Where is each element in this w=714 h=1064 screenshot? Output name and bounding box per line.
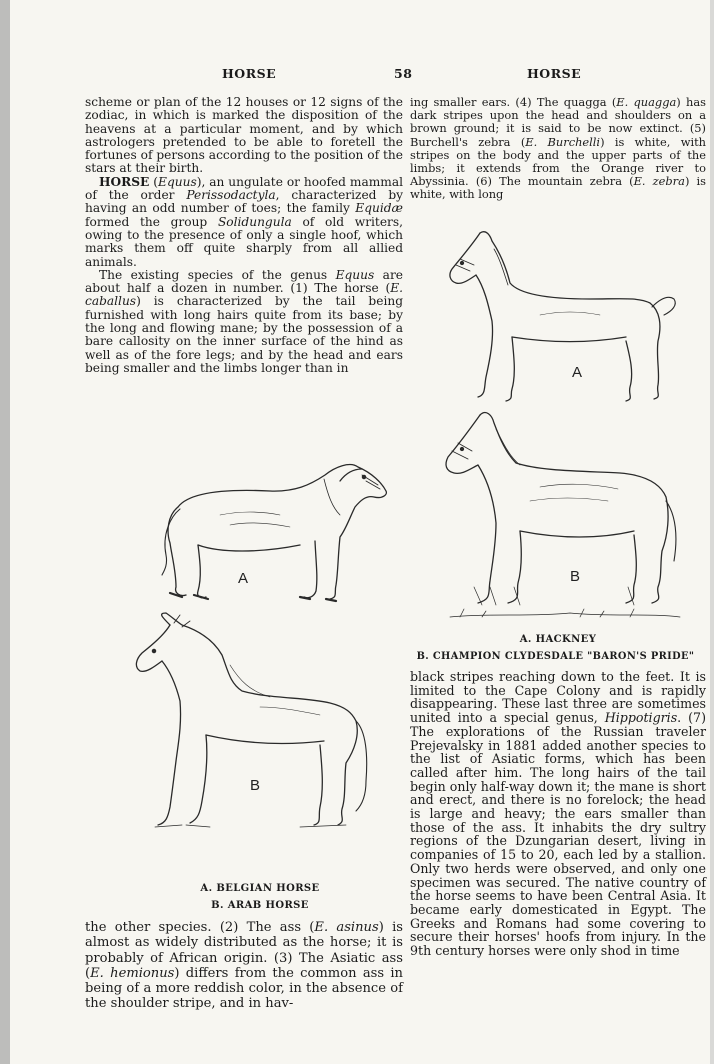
group-term: Solidungula (217, 214, 292, 229)
left-column-bottom (85, 920, 403, 1012)
figure-label-b: B (570, 568, 581, 585)
left-caption-line-2: B. ARAB HORSE (211, 900, 309, 911)
figure-label-b: B (250, 777, 261, 794)
genus-term: Equus (158, 174, 197, 189)
species-term: E. zebra (633, 174, 685, 189)
text-run: ) differs from the common ass in being of a more reddish color, in the absence of the shoulder stripe, and in hav- (85, 965, 403, 1012)
right-column-bottom (410, 670, 706, 958)
text-run: ) is white, with long (410, 174, 707, 202)
paragraph-zebra-prejevalsky (410, 670, 706, 958)
right-figure-horses (430, 225, 700, 635)
figure-label-a: A (238, 570, 249, 587)
right-caption-line-1: A. HACKNEY (519, 634, 597, 645)
text-run: . (7) The explorations of the Russian traveler Prejevalsky in 1881 added another species to the list of Asiatic forms, which has been called after him. The long hairs of the tail begin only half-way down it; the mane is short and erect, and there is no forelock; the head is large and heavy; the ears smaller than those of the ass. It inhabits the dry sultry regions of the Dzungarian desert, living in companies of 15 to 20, each led by a stallion. Only two herds were observed, and only one specimen was secured. The native country of the horse seems to have been Central Asia. It became early domesticated in Egypt. The Greeks and Romans had some covering to secure their horses' hoofs from injury. In the 9th century horses were only shod in time (410, 710, 706, 959)
book-page (10, 0, 710, 1064)
left-caption-line-1: A. BELGIAN HORSE (200, 883, 320, 894)
left-figure-horses (110, 445, 410, 865)
right-caption-line-2: B. CHAMPION CLYDESDALE "BARON'S PRIDE" (416, 651, 695, 662)
horse-illustration-left (110, 445, 410, 865)
paragraph-quagga-zebra (410, 96, 706, 202)
text-run: ing smaller ears. (4) The quagga ( (410, 95, 617, 109)
right-running-head: HORSE (527, 66, 582, 81)
text-run: of old writers, owing to the presence of only a single hoof, which marks them off quite sharply from all allied animals. (85, 214, 403, 269)
text-run: The existing species of the genus (99, 267, 336, 282)
paragraph-horse-definition: HORSE (Equus), an ungulate or hoofed mammal of the order Perissodactyla, characterized by having an odd number of toes; the family Equidæ formed the group Solidungula of old writers, owing to the presence of only a single hoof, which marks them off quite sharply from all allied animals. (85, 174, 403, 269)
text-run: formed the group (85, 214, 218, 229)
scan-edge (0, 0, 10, 1064)
species-term: E. hemionus (90, 965, 175, 981)
family-term: Equidæ (355, 201, 403, 216)
text-run: ) is white, with stripes on the body and the upper parts of the limbs; it extends from the Orange river to Abyssinia. (6) The mountain zebra ( (410, 134, 706, 189)
text-run: ) has dark stripes upon the head and shoulders on a brown ground; it is said to be now extinct. (5) Burchell's zebra ( (410, 95, 706, 149)
species-term: E. asinus (314, 920, 379, 935)
text-run: ) is almost as widely distributed as the horse; it is probably of African origin. (3) The Asiatic ass ( (85, 920, 403, 981)
text-run: , characterized by having an odd number of toes; the family (85, 188, 403, 216)
text-run: are about half a dozen in number. (1) The horse ( (85, 267, 403, 296)
text-run: ) is characterized by the tail being furnished with long hairs quite from its base; by the long and flowing mane; by the possession of a bare callosity on the inner surface of the hind as well as of the fore legs; and by the head and ears being smaller and the limbs longer than in (85, 294, 403, 375)
belgian-horse-drawing (162, 465, 386, 601)
horse-illustration-right (430, 225, 700, 635)
text-run: ), an ungulate or hoofed mammal of the order (85, 174, 403, 203)
clydesdale-drawing (446, 413, 676, 605)
paragraph-ass (85, 920, 403, 1012)
species-term: E. caballus (85, 281, 403, 309)
paragraph-species (85, 269, 403, 375)
species-term: E. quagga (616, 95, 677, 109)
hackney-drawing (450, 232, 675, 401)
order-term: Perissodactyla (186, 188, 276, 203)
genus-term: Equus (335, 267, 375, 282)
text-run: the other species. (2) The ass ( (85, 920, 315, 935)
genus-term: Hippotigris (604, 710, 678, 726)
left-running-head: HORSE (222, 66, 277, 81)
species-term: E. Burchelli (525, 134, 601, 149)
paragraph-zodiac: scheme or plan of the 12 houses or 12 signs of the zodiac, in which is marked the disposition of the heavens at a particular moment, and by which astrologers pretended to be able to foretell the fortunes of persons according to the position of the stars at their birth. (85, 95, 403, 176)
left-column-top (85, 96, 403, 375)
figure-label-a: A (572, 364, 583, 381)
page-number: 58 (394, 66, 413, 81)
text-run: black stripes reaching down to the feet. It is limited to the Cape Colony and is rapidly disappearing. These last three are sometimes united into a special genus, (410, 669, 706, 726)
entry-headword: HORSE (99, 174, 150, 189)
right-column-top (410, 96, 706, 202)
